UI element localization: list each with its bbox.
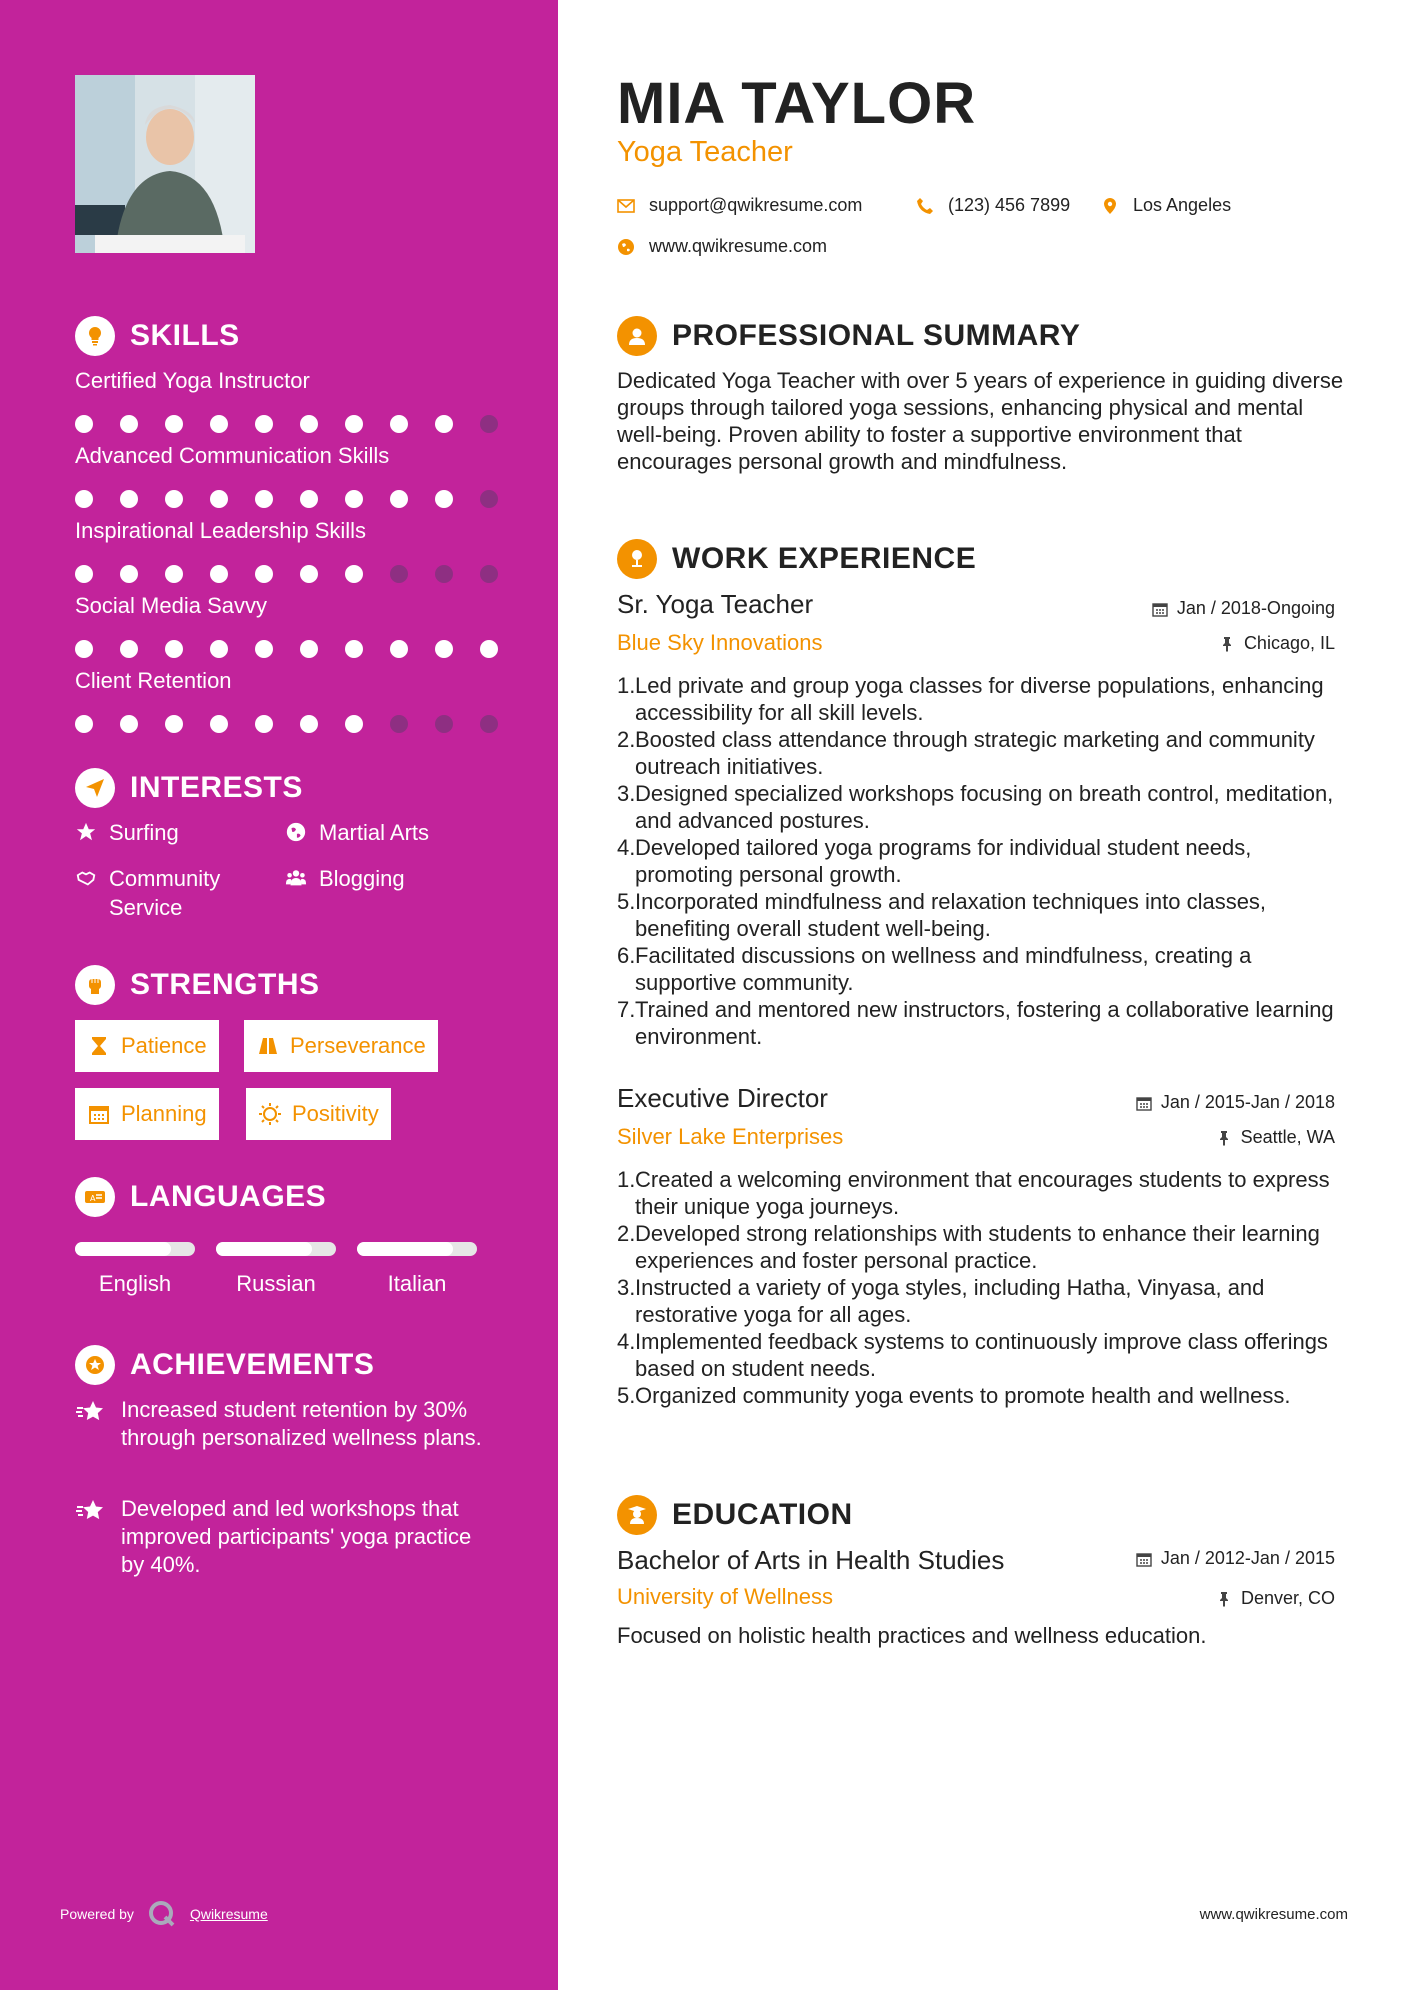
rating-dot [435,640,453,658]
calendar-icon [1136,1095,1152,1111]
road-icon [256,1034,280,1058]
rating-dot [345,565,363,583]
rating-dot [480,490,498,508]
job-dates: Jan / 2015-Jan / 2018 [1136,1092,1335,1113]
shooting-star-icon [75,1497,107,1525]
rating-dot [120,415,138,433]
star-icon [75,821,97,843]
user-icon [617,316,657,356]
rating-dot [165,415,183,433]
education-dates: Jan / 2012-Jan / 2015 [1136,1548,1335,1569]
rating-dot [120,565,138,583]
fist-icon [75,965,115,1005]
interest-item: Surfing [75,818,179,847]
contact-email[interactable]: support@qwikresume.com [617,195,862,216]
language-level-bar [216,1242,336,1256]
list-item: 3. Instructed a variety of yoga styles, including Hatha, Vinyasa, and restorative yoga for all ages. [617,1275,1265,1327]
rating-dot [345,415,363,433]
language-level-bar [75,1242,195,1256]
svg-text:A: A [90,1194,96,1203]
education-location: Denver, CO [1216,1588,1335,1609]
rating-dot [480,715,498,733]
rating-dot [210,415,228,433]
contact-phone[interactable]: (123) 456 7899 [916,195,1070,216]
contact-location: Los Angeles [1101,195,1231,216]
rating-dot [255,640,273,658]
rating-dot [165,490,183,508]
rating-dot [210,715,228,733]
summary-text: Dedicated Yoga Teacher with over 5 years of experience in guiding diverse groups through tailored yoga sessions, enhancing physical and mental well-being. Proven ability to foster a supportive environment that encourages personal growth and mindfulness. [617,368,1344,474]
list-item: 7. Trained and mentored new instructors, fostering a collaborative learning environment. [617,997,1334,1049]
footer-url[interactable]: www.qwikresume.com [1199,1906,1348,1923]
rating-dot [480,640,498,658]
rating-dot [210,640,228,658]
job-bullet-list [617,672,1347,1050]
rating-dot [300,490,318,508]
strength-badge: Perseverance [244,1020,438,1072]
rating-dot [390,715,408,733]
education-heading: EDUCATION [617,1495,853,1535]
job-title: Yoga Teacher [617,136,793,168]
star-badge-icon [75,1345,115,1385]
rating-dot [300,715,318,733]
achievements-heading: ACHIEVEMENTS [75,1345,374,1385]
job-company: Silver Lake Enterprises [617,1124,844,1149]
skill-rating [75,639,525,659]
rating-dot [75,415,93,433]
phone-icon [916,197,934,215]
language-icon [75,1177,115,1217]
list-item: 2. Boosted class attendance through strategic marketing and community outreach initiatives. [617,727,1315,779]
hourglass-icon [87,1034,111,1058]
rating-dot [390,490,408,508]
rating-dot [120,640,138,658]
rating-dot [120,490,138,508]
skill-name: Client Retention [75,668,232,693]
education-description: Focused on holistic health practices and wellness education. [617,1623,1207,1648]
achievement-item: Developed and led workshops that improved participants' yoga practice by 40%. [75,1495,491,1579]
rating-dot [210,565,228,583]
sun-icon [258,1102,282,1126]
job-bullet-list [617,1166,1347,1409]
rating-dot [300,640,318,658]
rating-dot [435,415,453,433]
rating-dot [75,565,93,583]
summary-heading: PROFESSIONAL SUMMARY [617,316,1080,356]
lightbulb-icon [75,316,115,356]
list-item: 4. Implemented feedback systems to continuously improve class offerings based on student needs. [617,1329,1328,1381]
rating-dot [210,490,228,508]
calendar-icon [87,1102,111,1126]
strength-badge: Positivity [246,1088,391,1140]
rating-dot [75,640,93,658]
rating-dot [390,640,408,658]
briefcase-icon [617,539,657,579]
school-name: University of Wellness [617,1584,833,1609]
contact-website[interactable]: www.qwikresume.com [617,236,827,257]
strengths-heading: STRENGTHS [75,965,320,1005]
strength-badge: Patience [75,1020,219,1072]
list-item: 6. Facilitated discussions on wellness and mindfulness, creating a supportive community. [617,943,1252,995]
users-icon [285,867,307,889]
rating-dot [300,415,318,433]
job-company: Blue Sky Innovations [617,630,823,655]
rating-dot [300,565,318,583]
interest-item: Blogging [285,864,405,893]
rating-dot [345,490,363,508]
skill-name: Inspirational Leadership Skills [75,518,367,543]
skill-rating [75,489,525,509]
rating-dot [390,415,408,433]
calendar-icon [1136,1551,1152,1567]
skill-name: Certified Yoga Instructor [75,368,310,393]
interests-heading: INTERESTS [75,768,303,808]
rating-dot [75,490,93,508]
rating-dot [120,715,138,733]
rating-dot [165,640,183,658]
shooting-star-icon [75,1398,107,1426]
rating-dot [255,715,273,733]
globe-icon [617,238,635,256]
languages-heading: A LANGUAGES [75,1177,326,1217]
language-level-fill [75,1242,171,1256]
map-marker-icon [1101,197,1119,215]
language-label: Italian [387,1271,447,1296]
skill-rating [75,564,525,584]
list-item: 5. Organized community yoga events to promote health and wellness. [617,1383,1291,1408]
rating-dot [480,565,498,583]
rating-dot [255,565,273,583]
rating-dot [435,490,453,508]
paper-plane-icon [75,768,115,808]
globe-icon [285,821,307,843]
calendar-icon [1152,601,1168,617]
pushpin-icon [1216,1591,1232,1607]
qwikresume-logo-icon [148,1900,176,1928]
skill-rating [75,414,525,434]
strength-badge: Planning [75,1088,219,1140]
job-dates: Jan / 2018-Ongoing [1152,598,1335,619]
powered-by: Powered by Qwikresume [60,1900,268,1928]
rating-dot [345,640,363,658]
handshake-icon [75,867,97,889]
language-level-fill [357,1242,453,1256]
rating-dot [255,415,273,433]
main-content [558,0,1407,1990]
interest-item: Community Service [75,864,265,922]
work-heading: WORK EXPERIENCE [617,539,976,579]
list-item: 4. Developed tailored yoga programs for individual student needs, promoting personal growth. [617,835,1252,887]
list-item: 3. Designed specialized workshops focusing on breath control, meditation, and advanced postures. [617,781,1334,833]
profile-photo [75,75,255,253]
interest-item: Martial Arts [285,818,429,847]
list-item: 2. Developed strong relationships with students to enhance their learning experiences and foster personal practice. [617,1221,1320,1273]
sidebar [0,0,558,1990]
list-item: 5. Incorporated mindfulness and relaxation techniques into classes, benefiting overall student well-being. [617,889,1267,941]
job-role: Executive Director [617,1083,828,1113]
skill-rating [75,714,525,734]
rating-dot [255,490,273,508]
graduate-icon [617,1495,657,1535]
rating-dot [75,715,93,733]
rating-dot [345,715,363,733]
job-location: Seattle, WA [1216,1127,1335,1148]
language-label: English [98,1271,172,1296]
rating-dot [480,415,498,433]
envelope-icon [617,197,635,215]
achievement-item: Increased student retention by 30% through personalized wellness plans. [75,1396,491,1452]
rating-dot [390,565,408,583]
rating-dot [435,715,453,733]
pushpin-icon [1216,1130,1232,1146]
job-location: Chicago, IL [1219,633,1335,654]
list-item: 1. Led private and group yoga classes for diverse populations, enhancing accessibility for all skill levels. [617,673,1324,725]
skill-name: Advanced Communication Skills [75,443,390,468]
rating-dot [165,715,183,733]
skill-name: Social Media Savvy [75,593,267,618]
rating-dot [165,565,183,583]
list-item: 1. Created a welcoming environment that encourages students to express their unique yoga journeys. [617,1167,1330,1219]
language-level-fill [216,1242,312,1256]
skills-heading: SKILLS [75,316,240,356]
qwikresume-link[interactable]: Qwikresume [189,1906,268,1922]
language-label: Russian [236,1271,316,1296]
candidate-name: MIA TAYLOR [617,71,977,136]
job-role: Sr. Yoga Teacher [617,589,814,619]
language-level-bar [357,1242,477,1256]
rating-dot [435,565,453,583]
degree-title: Bachelor of Arts in Health Studies [617,1545,1005,1575]
pushpin-icon [1219,636,1235,652]
